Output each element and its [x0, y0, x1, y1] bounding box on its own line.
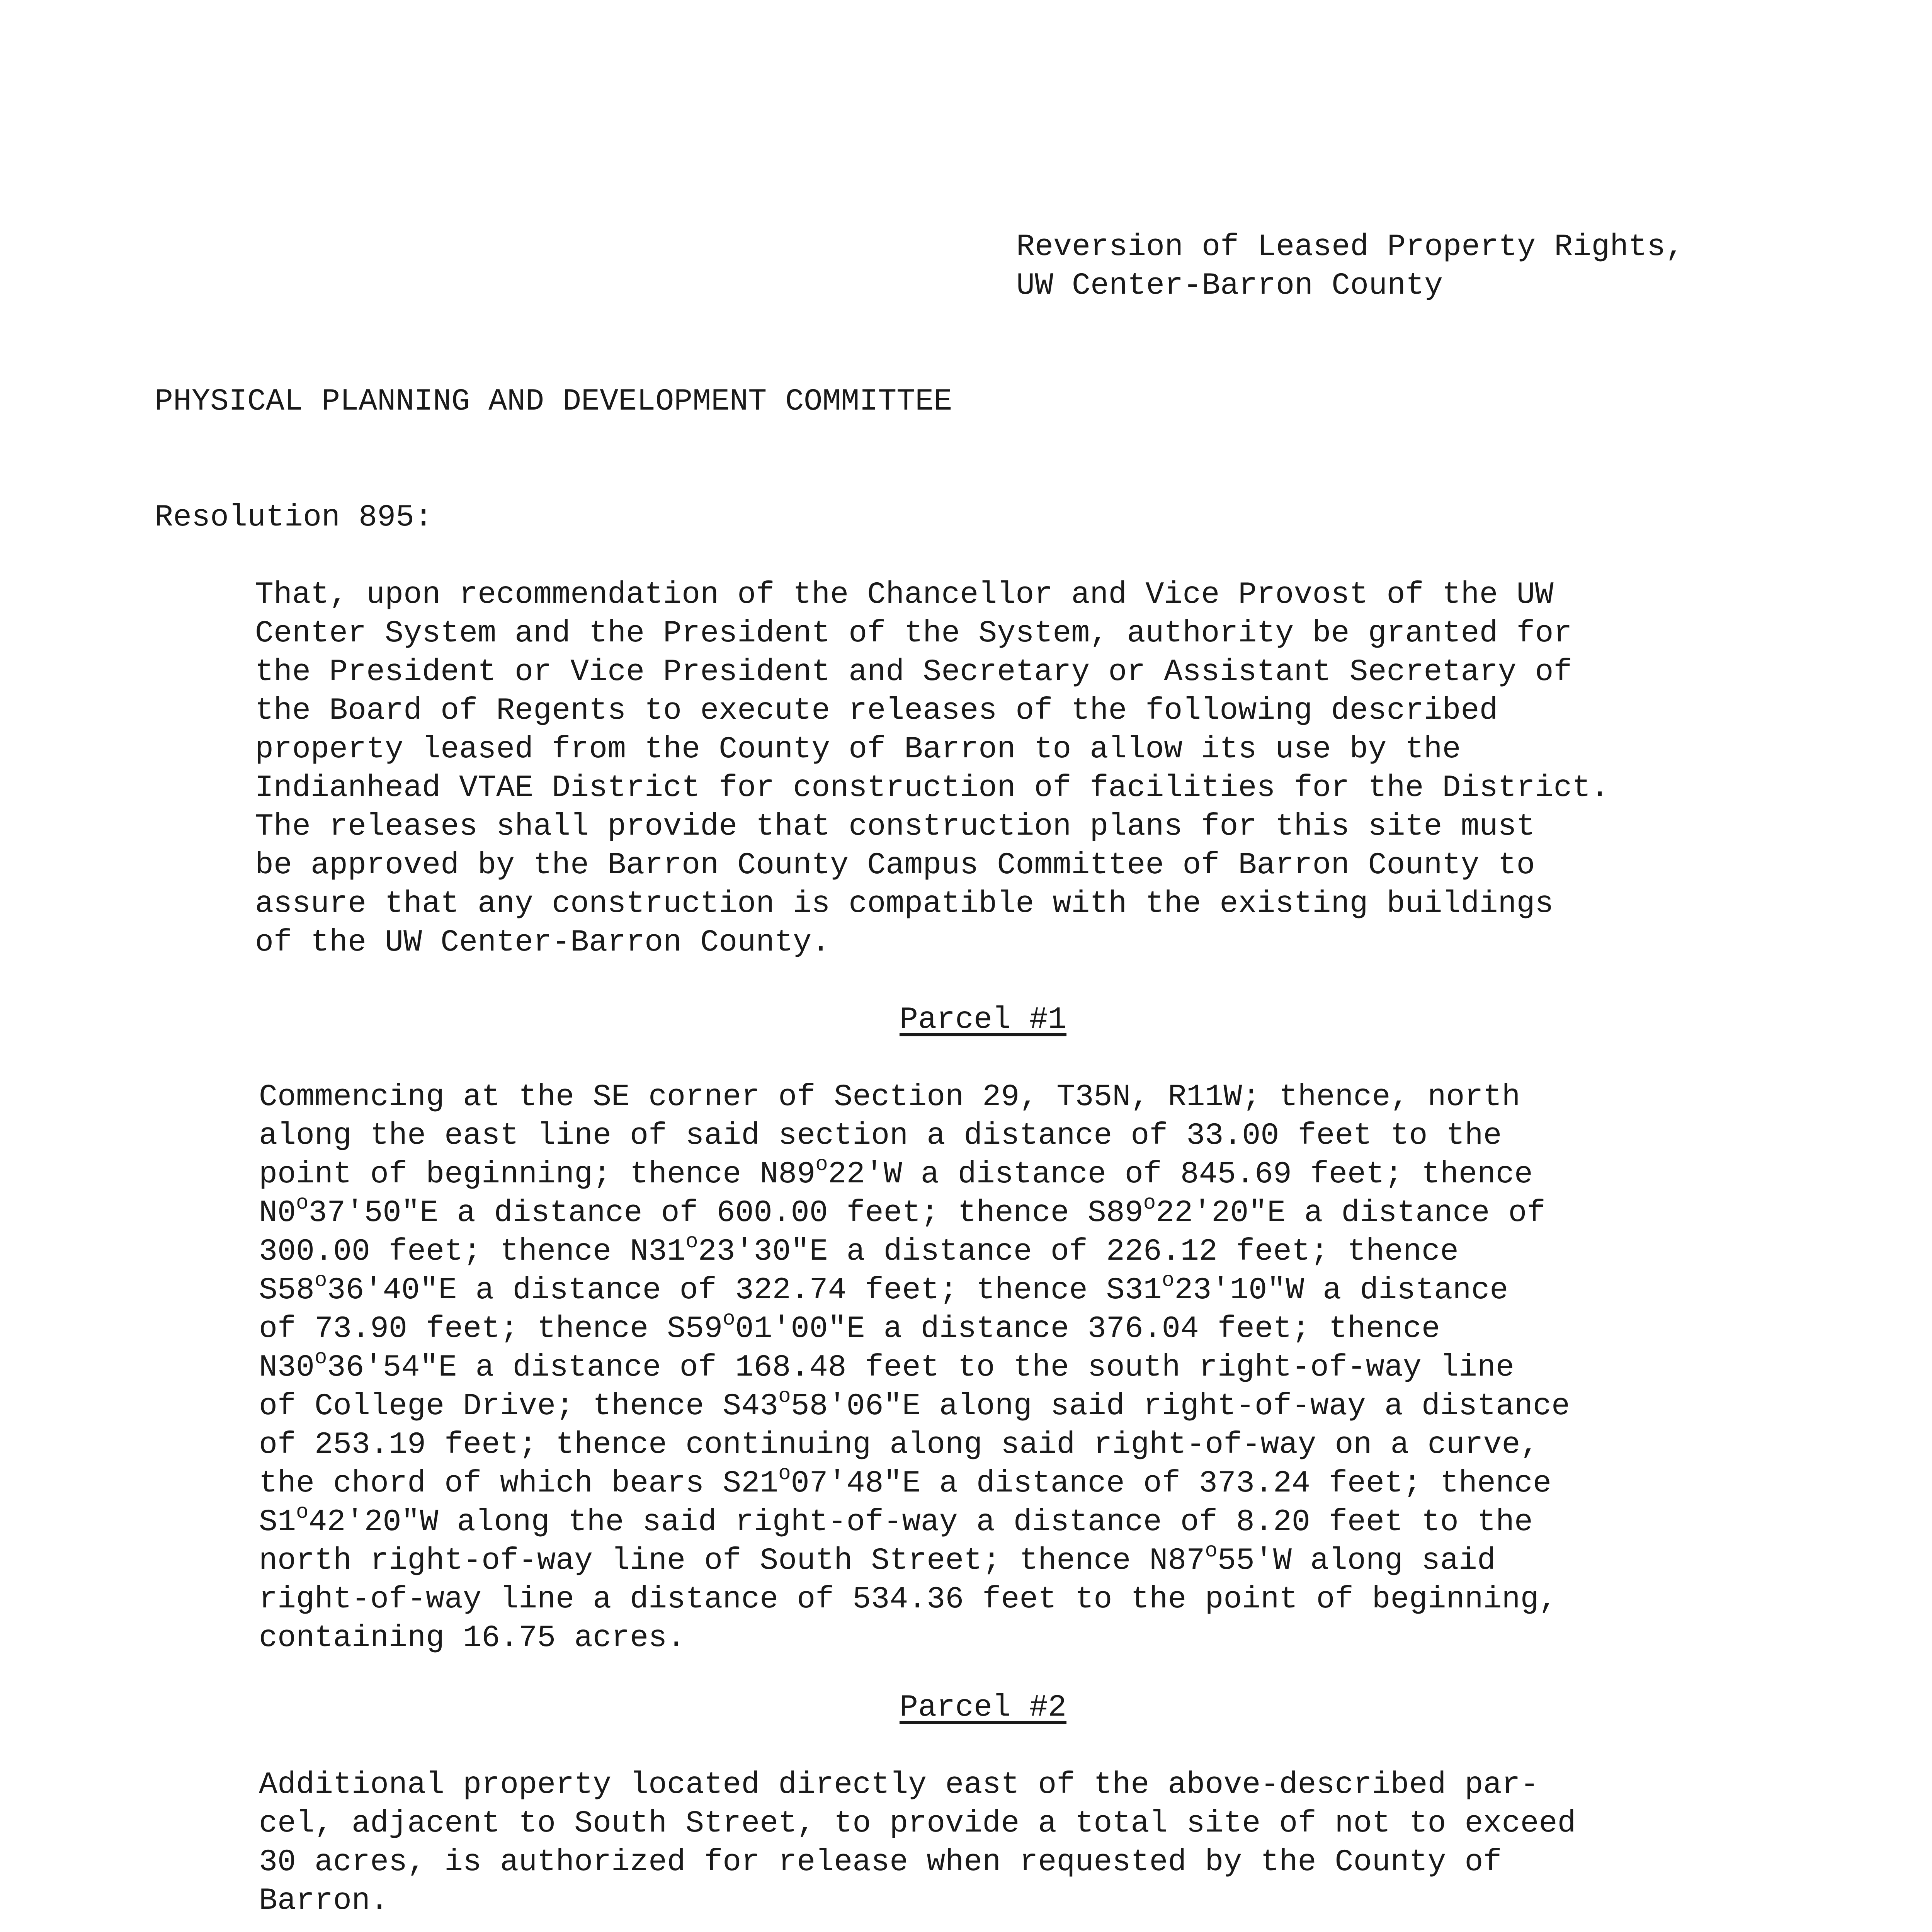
committee-heading: PHYSICAL PLANNING AND DEVELOPMENT COMMITTEE: [155, 384, 952, 419]
parcel-1-line: along the east line of said section a distance of 33.00 feet to the: [259, 1118, 1502, 1153]
degree-sign: o: [315, 1269, 327, 1293]
parcel-1-line: N0$^o$37'50"E a distance of 600.00 feet; thence S89$^o$22'20"E a distance of: [259, 1192, 1546, 1231]
degree-sign: o: [685, 1230, 698, 1254]
parcel-2-description: [259, 1766, 1576, 1920]
parcel-2-line: cel, adjacent to South Street, to provide a total site of not to exceed: [259, 1806, 1576, 1841]
parcel-1-line: point of beginning; thence N89$^o$22'W a distance of 845.69 feet; thence: [259, 1153, 1533, 1192]
degree-sign: o: [315, 1346, 327, 1370]
resolution-line: property leased from the County of Barron to allow its use by the: [255, 732, 1461, 767]
parcel-1-heading: Parcel #1: [899, 1002, 1067, 1037]
degree-sign: o: [815, 1153, 828, 1177]
degree-sign: o: [1205, 1539, 1218, 1563]
parcel-1-line: of 73.90 feet; thence S59$^o$01'00"E a distance 376.04 feet; thence: [259, 1308, 1440, 1347]
parcel-2-line: Barron.: [259, 1883, 389, 1918]
parcel-1-line: of College Drive; thence S43$^o$58'06"E along said right-of-way a distance: [259, 1385, 1570, 1424]
reference-line-2: UW Center-Barron County: [1016, 268, 1443, 303]
parcel-1-line: 300.00 feet; thence N31$^o$23'30"E a distance of 226.12 feet; thence: [259, 1230, 1459, 1269]
resolution-line: Indianhead VTAE District for construction of facilities for the District.: [255, 770, 1609, 806]
parcel-1-line: Commencing at the SE corner of Section 29, T35N, R11W; thence, north: [259, 1080, 1520, 1115]
resolution-line: the Board of Regents to execute releases of the following described: [255, 693, 1498, 728]
parcel-1-description: [259, 1078, 1570, 1658]
resolution-paragraph: [255, 576, 1609, 962]
resolution-line: of the UW Center-Barron County.: [255, 925, 830, 960]
document-reference-title: [1016, 228, 1684, 305]
parcel-1-line: S1$^o$42'20"W along the said right-of-way a distance of 8.20 feet to the: [259, 1501, 1533, 1540]
resolution-line: the President or Vice President and Secretary or Assistant Secretary of: [255, 655, 1572, 690]
degree-sign: o: [296, 1192, 309, 1215]
degree-sign: o: [723, 1308, 735, 1331]
parcel-2-heading: Parcel #2: [899, 1690, 1067, 1725]
reference-line-1: Reversion of Leased Property Rights,: [1016, 230, 1684, 265]
parcel-1-line: S58$^o$36'40"E a distance of 322.74 feet; thence S31$^o$23'10"W a distance: [259, 1269, 1509, 1308]
resolution-line: That, upon recommendation of the Chancellor and Vice Provost of the UW: [255, 577, 1554, 612]
degree-sign: o: [1143, 1192, 1156, 1215]
degree-sign: o: [296, 1501, 309, 1524]
parcel-1-line: containing 16.75 acres.: [259, 1621, 686, 1656]
parcel-1-line: right-of-way line a distance of 534.36 feet to the point of beginning,: [259, 1582, 1558, 1617]
parcel-1-line: north right-of-way line of South Street; thence N87$^o$55'W along said: [259, 1539, 1496, 1578]
parcel-1-line: of 253.19 feet; thence continuing along said right-of-way on a curve,: [259, 1427, 1539, 1463]
degree-sign: o: [1162, 1269, 1175, 1293]
resolution-line: The releases shall provide that construction plans for this site must: [255, 809, 1535, 844]
degree-sign: o: [778, 1385, 791, 1408]
resolution-line: assure that any construction is compatible with the existing buildings: [255, 886, 1554, 922]
resolution-line: be approved by the Barron County Campus Committee of Barron County to: [255, 848, 1535, 883]
parcel-2-line: Additional property located directly east of the above-described par-: [259, 1767, 1539, 1803]
resolution-label: Resolution 895:: [155, 500, 433, 535]
parcel-1-line: N30$^o$36'54"E a distance of 168.48 feet to the south right-of-way line: [259, 1346, 1514, 1385]
parcel-2-line: 30 acres, is authorized for release when requested by the County of: [259, 1845, 1502, 1880]
degree-sign: o: [778, 1462, 791, 1486]
resolution-line: Center System and the President of the System, authority be granted for: [255, 616, 1572, 651]
parcel-1-line: the chord of which bears S21$^o$07'48"E a distance of 373.24 feet; thence: [259, 1462, 1551, 1501]
